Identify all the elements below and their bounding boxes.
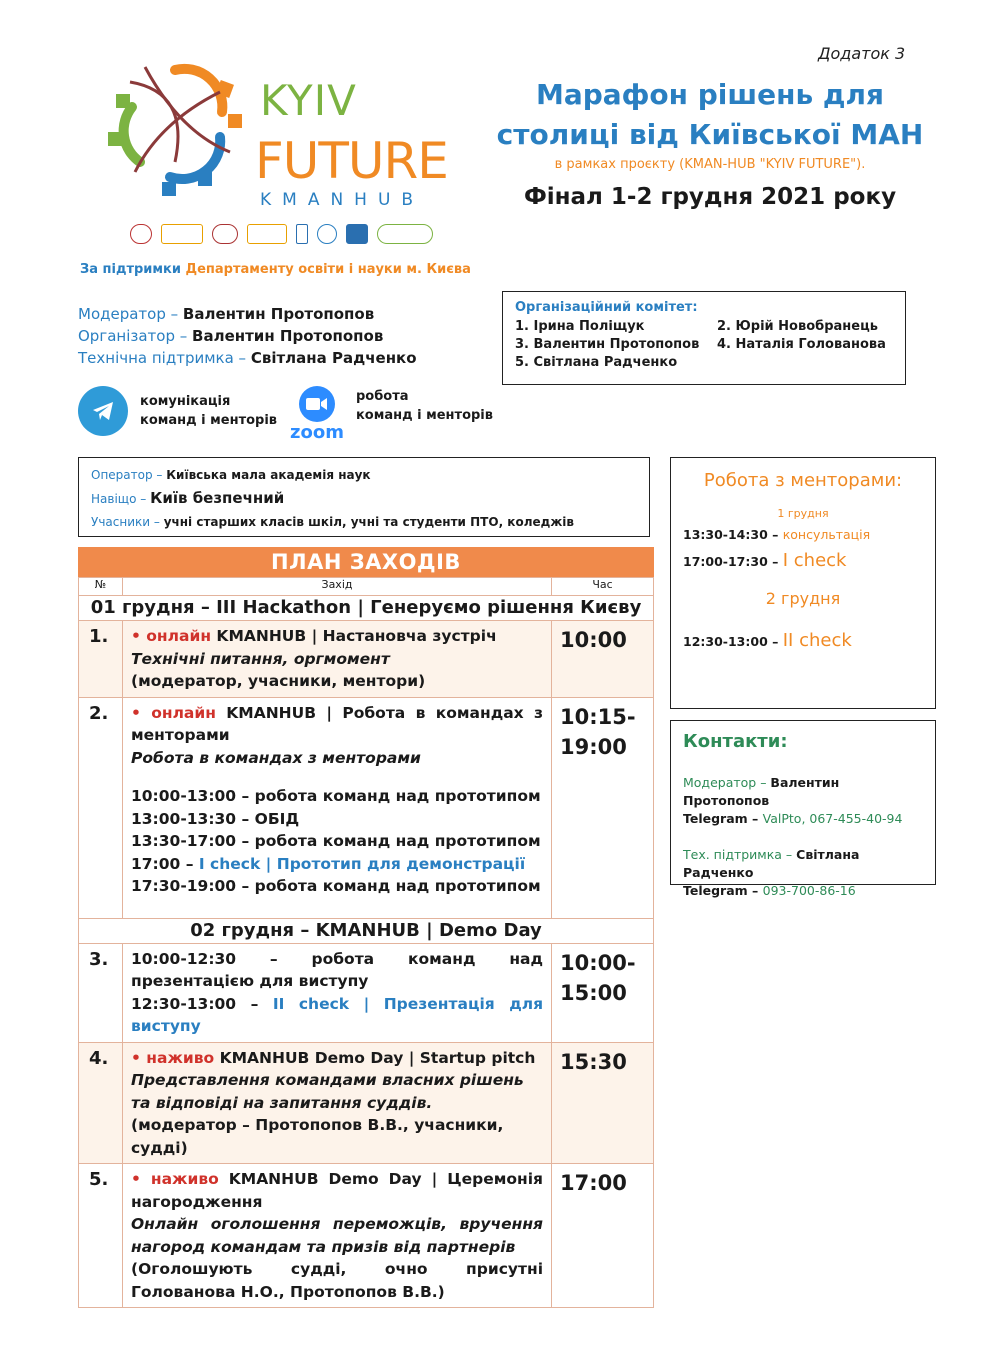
table-row [79, 697, 654, 918]
mentor-time: 13:30-14:30 – [683, 527, 783, 542]
partner-logo [296, 224, 308, 244]
table-row [79, 1042, 654, 1164]
operator-value: Київська мала академія наук [166, 468, 371, 482]
check-label: II check | Презентація для виступу [130, 994, 544, 1035]
committee-heading: Організаційний комітет: [515, 300, 698, 315]
logo-word-kyiv: KYIV [260, 76, 357, 125]
col-time-header: Час [552, 578, 654, 596]
telegram-communication [78, 386, 277, 436]
col-num-header: № [79, 578, 123, 596]
committee-member: 5. Світлана Радченко [515, 355, 678, 370]
purpose-label: Навіщо – [91, 492, 151, 506]
contact-label: Тех. підтримка – [683, 847, 797, 862]
organizing-committee-box [502, 291, 906, 385]
zoom-line-1: робота [355, 389, 409, 404]
row-time [552, 621, 654, 698]
day-row [79, 596, 654, 621]
event-italic: Онлайн оголошення переможців, вручення нагород командам та призів від партнерів [130, 1215, 544, 1256]
mentors-box [670, 457, 936, 709]
title-line-2: столиці від Київської МАН [496, 118, 924, 151]
row-time [552, 1042, 654, 1164]
role-value: Світлана Радченко [250, 349, 417, 367]
col-event-header: Захід [122, 578, 551, 596]
schedule-line: 13:00-13:30 – ОБІД [130, 809, 300, 828]
time-value: 15:00 [560, 980, 627, 1005]
telegram-label: Telegram – [683, 811, 763, 826]
zoom-communication [290, 386, 493, 442]
partner-logo [161, 224, 203, 244]
row-num: 4. [79, 1042, 123, 1164]
event-note: (модератор – Протопопов В.В., учасники, судді) [130, 1116, 504, 1157]
contact-name: Світлана Радченко [683, 847, 860, 880]
role-moderator [78, 303, 417, 325]
mentor-time: 17:00-17:30 – [683, 554, 783, 569]
purpose-value: Київ безпечний [150, 489, 285, 507]
row-time [552, 943, 654, 1042]
row-num: 3. [79, 943, 123, 1042]
title-subtitle: в рамках проєкту (KMAN-HUB "KYIV FUTURE"). [554, 157, 866, 172]
kyiv-future-logo [100, 52, 460, 212]
final-date: Фінал 1-2 грудня 2021 року [523, 184, 897, 210]
time-value: 10:15- [560, 704, 636, 729]
mentors-day-1: 1 грудня [777, 507, 829, 519]
partner-logo [346, 224, 368, 244]
table-header-row [79, 578, 654, 596]
operator-label: Оператор – [91, 468, 167, 482]
event-title: KMANHUB Demo Day | Startup pitch [214, 1048, 536, 1067]
support-prefix: За підтримки [80, 262, 181, 277]
row-event [122, 1042, 551, 1164]
zoom-label: zoom [290, 422, 344, 443]
telegram-contact[interactable]: 093-700-86-16 [762, 883, 856, 898]
participants-value: учні старших класів шкіл, учні та студенти ПТО, коледжів [163, 515, 574, 529]
committee-member: 3. Валентин Протопопов [515, 337, 700, 352]
live-tag: • наживо [130, 1170, 219, 1188]
mentor-time: 12:30-13:00 – [683, 634, 783, 649]
role-value: Валентин Протопопов [192, 327, 384, 345]
mentors-row [683, 527, 923, 542]
partner-logo [130, 224, 152, 244]
row-event [122, 1164, 551, 1308]
contacts-heading: Контакти: [683, 731, 788, 752]
schedule-line [131, 993, 543, 1038]
partner-logo [317, 224, 337, 244]
schedule-line [131, 853, 543, 876]
row-time [552, 697, 654, 918]
committee-member: 2. Юрій Новобранець [717, 319, 878, 334]
telegram-icon[interactable] [78, 386, 128, 436]
telegram-line-2: команд і менторів [140, 413, 278, 428]
partner-logo [212, 224, 238, 244]
contacts-box [670, 720, 936, 898]
schedule-time: 12:30-13:00 – [130, 994, 273, 1013]
schedule-line: 10:00-13:00 – робота команд над прототипом [130, 787, 541, 805]
mentors-row [683, 550, 923, 571]
operator-box [78, 457, 650, 537]
schedule-time: 17:00 – [130, 854, 199, 873]
day-row [79, 918, 654, 943]
event-note: (Оголошують судді, очно присутні Голованова Н.О., Протопопов В.В.) [130, 1260, 544, 1301]
role-label: Модератор – [78, 305, 183, 323]
row-event [122, 697, 551, 918]
partner-logo [247, 224, 287, 244]
logo-word-future: FUTURE [255, 132, 448, 190]
time-value: 10:00 [560, 628, 627, 652]
row-num: 5. [79, 1164, 123, 1308]
mentor-activity: I check [782, 550, 847, 571]
zoom-line-2: команд і менторів [355, 408, 493, 423]
time-value: 19:00 [560, 734, 627, 759]
committee-member: 1. Ірина Поліщук [515, 319, 645, 334]
event-title: KMANHUB | Настановча зустріч [211, 627, 497, 645]
plan-table [78, 577, 654, 1308]
time-value: 17:00 [560, 1171, 627, 1195]
day-1-heading: 01 грудня – III Hackathon | Генеруємо рішення Києву [79, 596, 654, 621]
role-label: Організатор – [78, 327, 193, 345]
row-event [122, 943, 551, 1042]
day-2-heading: 02 грудня – KMANHUB | Demo Day [79, 918, 654, 943]
online-tag: • онлайн [130, 627, 212, 645]
role-tech-support [78, 347, 417, 369]
committee-member: 4. Наталія Голованова [717, 337, 886, 352]
mentor-activity: II check [782, 630, 852, 651]
zoom-icon[interactable] [290, 386, 344, 442]
logo-word-kmanhub: KMANHUB [260, 190, 425, 210]
check-label: I check | Прототип для демонстрації [198, 854, 526, 873]
schedule-line: 13:30-17:00 – робота команд над прототипом [130, 832, 541, 850]
schedule-line: 17:30-19:00 – робота команд над прототипом [130, 877, 541, 895]
contact-name: Валентин Протопопов [683, 775, 840, 808]
telegram-label: Telegram – [683, 883, 763, 898]
online-tag: • онлайн [130, 703, 216, 722]
partner-logo [377, 224, 433, 244]
page-title-block [480, 75, 940, 210]
event-italic: Технічні питання, оргмомент [130, 649, 390, 668]
schedule-line: 10:00-12:30 – робота команд над презентацією для виступу [130, 949, 544, 990]
table-row [79, 1164, 654, 1308]
row-event [122, 621, 551, 698]
role-label: Технічна підтримка – [78, 349, 251, 367]
telegram-line-1: комунікація [140, 394, 231, 409]
live-tag: • наживо [130, 1048, 215, 1067]
event-italic: Представлення командами власних рішень та відповіді на запитання суддів. [130, 1071, 524, 1112]
row-num: 1. [79, 621, 123, 698]
role-value: Валентин Протопопов [182, 305, 375, 323]
support-line [80, 262, 471, 277]
event-title: KMANHUB | Робота в командах з менторами [130, 703, 544, 744]
event-italic: Робота в командах з менторами [130, 748, 421, 767]
annex-label: Додаток 3 [818, 44, 906, 63]
event-plan [78, 547, 654, 1308]
partner-logos [130, 224, 433, 244]
mentors-day-2: 2 грудня [765, 589, 841, 608]
telegram-contact[interactable]: ValPto, 067-455-40-94 [762, 811, 903, 826]
roles-list [78, 303, 417, 369]
time-value: 10:00- [560, 950, 636, 975]
gear-logo-icon [100, 52, 250, 202]
event-title: KMANHUB Demo Day | Церемонія нагородження [130, 1170, 544, 1211]
support-org: Департаменту освіти і науки м. Києва [185, 262, 471, 277]
mentor-activity: консультація [782, 527, 871, 542]
role-organizer [78, 325, 417, 347]
participants-label: Учасники – [91, 515, 164, 529]
contact-label: Модератор – [683, 775, 771, 790]
mentors-heading: Робота з менторами: [703, 470, 903, 491]
table-row [79, 621, 654, 698]
row-num: 2. [79, 697, 123, 918]
plan-title: ПЛАН ЗАХОДІВ [78, 547, 654, 577]
table-row [79, 943, 654, 1042]
title-line-1: Марафон рішень для [535, 78, 885, 111]
row-time [552, 1164, 654, 1308]
mentors-row [683, 630, 923, 651]
time-value: 15:30 [560, 1049, 627, 1074]
event-note: (модератор, учасники, ментори) [130, 672, 426, 690]
